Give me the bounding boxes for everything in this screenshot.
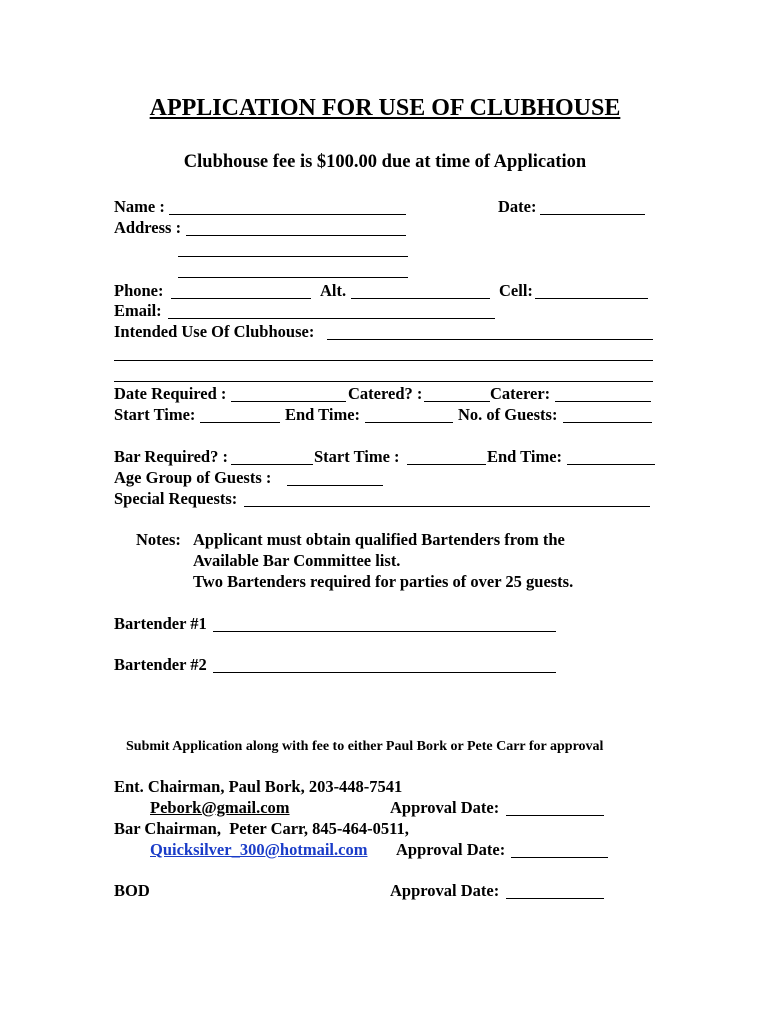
num-guests-label: No. of Guests: xyxy=(458,405,558,424)
catered-label: Catered? : xyxy=(348,384,423,403)
notes-line-2: Available Bar Committee list. xyxy=(193,551,401,570)
intended-use-field-3[interactable] xyxy=(114,381,653,382)
email-label: Email: xyxy=(114,301,162,320)
email-field[interactable] xyxy=(168,318,495,319)
notes-line-3: Two Bartenders required for parties of over 25 guests. xyxy=(193,572,574,591)
special-requests-label: Special Requests: xyxy=(114,489,238,508)
bod-approval-date-field[interactable] xyxy=(506,898,604,899)
bartender-1-field[interactable] xyxy=(213,631,556,632)
date-field[interactable] xyxy=(540,214,645,215)
phone-label: Phone: xyxy=(114,281,164,300)
start-time-field[interactable] xyxy=(200,422,280,423)
ent-chairman-info: Ent. Chairman, Paul Bork, 203-448-7541 xyxy=(114,777,403,796)
alt-field[interactable] xyxy=(351,298,490,299)
name-label: Name : xyxy=(114,197,165,216)
name-field[interactable] xyxy=(169,214,406,215)
phone-field[interactable] xyxy=(171,298,311,299)
bar-required-field[interactable] xyxy=(231,464,313,465)
bartender-2-field[interactable] xyxy=(213,672,556,673)
submit-note: Submit Application along with fee to either Paul Bork or Pete Carr for approval xyxy=(126,739,604,754)
date-required-field[interactable] xyxy=(231,401,346,402)
bar-chairman-info: Bar Chairman, Peter Carr, 845-464-0511, xyxy=(114,819,409,838)
bod-approval-date-label: Approval Date: xyxy=(390,881,500,900)
address-field-2[interactable] xyxy=(178,256,408,257)
address-field-1[interactable] xyxy=(186,235,406,236)
date-required-label: Date Required : xyxy=(114,384,227,403)
address-label: Address : xyxy=(114,218,182,237)
bar-approval-date-field[interactable] xyxy=(511,857,608,858)
intended-use-field-2[interactable] xyxy=(114,360,653,361)
num-guests-field[interactable] xyxy=(563,422,652,423)
bar-chairman-email-link[interactable]: Quicksilver_300@hotmail.com xyxy=(150,840,368,859)
bar-end-time-label: End Time: xyxy=(487,447,563,466)
fee-notice: Clubhouse fee is $100.00 due at time of Application xyxy=(183,152,587,172)
bar-end-time-field[interactable] xyxy=(567,464,655,465)
bar-start-time-label: Start Time : xyxy=(314,447,400,466)
start-time-label: Start Time: xyxy=(114,405,196,424)
notes-line-1: Applicant must obtain qualified Bartenders from the xyxy=(193,530,565,549)
notes-label: Notes: xyxy=(136,530,181,549)
special-requests-field[interactable] xyxy=(244,506,650,507)
caterer-label: Caterer: xyxy=(490,384,551,403)
age-group-label: Age Group of Guests : xyxy=(114,468,272,487)
bod-label: BOD xyxy=(114,881,150,900)
end-time-label: End Time: xyxy=(285,405,361,424)
ent-approval-date-label: Approval Date: xyxy=(390,798,500,817)
bartender-1-label: Bartender #1 xyxy=(114,614,207,633)
end-time-field[interactable] xyxy=(365,422,453,423)
bar-start-time-field[interactable] xyxy=(407,464,486,465)
ent-chairman-email[interactable]: Pebork@gmail.com xyxy=(150,798,290,817)
bar-required-label: Bar Required? : xyxy=(114,447,228,466)
intended-use-label: Intended Use Of Clubhouse: xyxy=(114,322,315,341)
cell-field[interactable] xyxy=(535,298,648,299)
bar-approval-date-label: Approval Date: xyxy=(396,840,506,859)
ent-approval-date-field[interactable] xyxy=(506,815,604,816)
bartender-2-label: Bartender #2 xyxy=(114,655,207,674)
intended-use-field-1[interactable] xyxy=(327,339,653,340)
alt-label: Alt. xyxy=(320,281,347,300)
date-label: Date: xyxy=(498,197,537,216)
catered-field[interactable] xyxy=(424,401,490,402)
age-group-field[interactable] xyxy=(287,485,383,486)
caterer-field[interactable] xyxy=(555,401,651,402)
cell-label: Cell: xyxy=(499,281,533,300)
page-title: APPLICATION FOR USE OF CLUBHOUSE xyxy=(149,95,621,121)
address-field-3[interactable] xyxy=(178,277,408,278)
